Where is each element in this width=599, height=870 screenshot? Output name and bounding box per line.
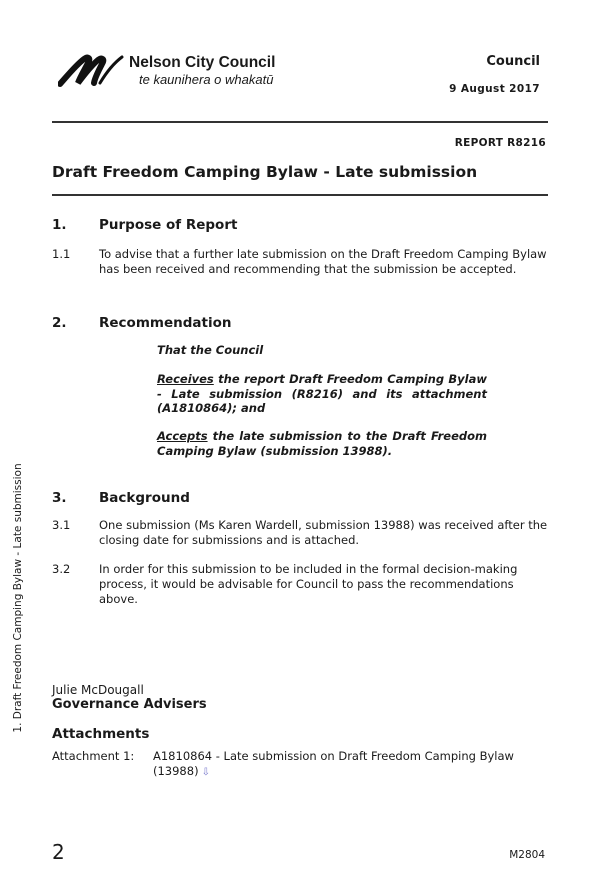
attachment-text: A1810864 - Late submission on Draft Freedom Camping Bylaw (13988) <box>153 749 514 778</box>
paragraph-text: One submission (Ms Karen Wardell, submission 13988) was received after the closing date for submissions and is attached. <box>99 518 548 547</box>
meeting-name: Council <box>486 54 540 69</box>
recommendation-verb: Receives <box>157 372 214 386</box>
section-number: 3. <box>52 490 67 506</box>
section-heading: Purpose of Report <box>99 217 238 233</box>
section-heading: Recommendation <box>99 315 232 331</box>
meeting-date: 9 August 2017 <box>449 83 540 95</box>
council-logo-icon <box>58 53 126 91</box>
recommendation-verb: Accepts <box>157 429 208 443</box>
section-number: 2. <box>52 315 67 331</box>
title-divider <box>52 194 548 196</box>
section-heading: Background <box>99 490 190 506</box>
paragraph-text: To advise that a further late submission on the Draft Freedom Camping Bylaw has been received and recommending that the submission be accepted. <box>99 247 547 276</box>
report-title: Draft Freedom Camping Bylaw - Late submission <box>52 163 478 181</box>
org-name: Nelson City Council <box>129 54 276 71</box>
author-name: Julie McDougall <box>52 683 144 697</box>
paragraph-text: In order for this submission to be included in the formal decision-making process, it would be advisable for Council to pass the recommendations above. <box>99 562 518 606</box>
header-divider <box>52 121 548 123</box>
attachment-label: Attachment 1: <box>52 749 135 763</box>
author-role: Governance Advisers <box>52 697 207 712</box>
section-number: 1. <box>52 217 67 233</box>
recommendation-text: the report Draft Freedom Camping Bylaw - Late submission (R8216) and its attachment (A1810864); and <box>157 372 487 415</box>
document-code: M2804 <box>509 849 545 861</box>
report-number: REPORT R8216 <box>454 137 546 149</box>
recommendation-item <box>157 372 487 416</box>
sidebar-agenda-label: 1. Draft Freedom Camping Bylaw - Late submission <box>12 463 24 733</box>
recommendation-intro: That the Council <box>157 343 264 357</box>
org-tagline: te kaunihera o whakatū <box>139 72 274 87</box>
recommendation-item <box>157 429 487 458</box>
page-number: 2 <box>52 840 65 864</box>
paragraph-number: 3.2 <box>52 562 71 576</box>
paragraph-number: 1.1 <box>52 247 71 261</box>
attachments-heading: Attachments <box>52 726 150 742</box>
attachment-link-icon[interactable]: ⇩ <box>201 767 210 778</box>
attachment-item[interactable] <box>153 749 548 780</box>
recommendation-text: the late submission to the Draft Freedom Camping Bylaw (submission 13988). <box>157 429 487 458</box>
paragraph-number: 3.1 <box>52 518 71 532</box>
